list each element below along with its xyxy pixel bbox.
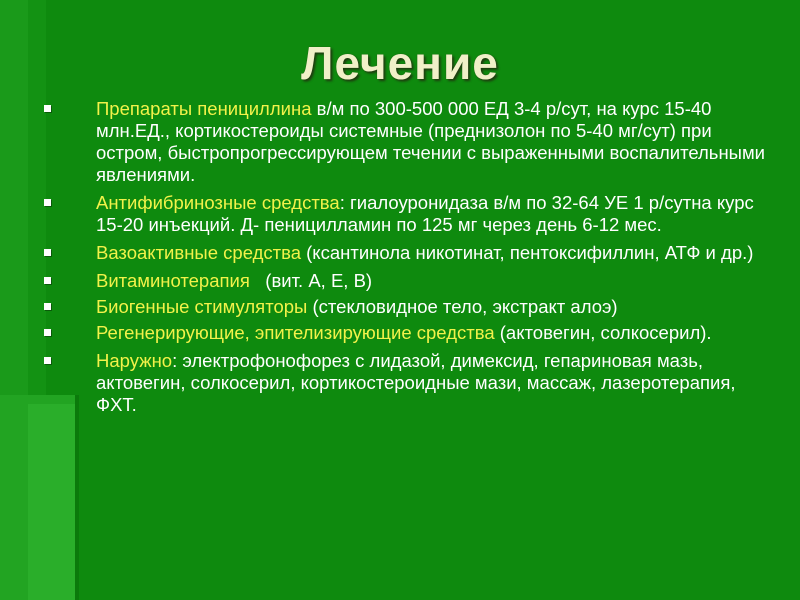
list-item (40, 296, 780, 318)
item-highlight: Вазоактивные средства (96, 242, 301, 263)
square-bullet-icon (44, 329, 51, 336)
list-item (40, 242, 780, 264)
item-text: (вит. А, Е, В) (249, 270, 373, 291)
item-highlight: Регенерирующие, эпителизирующие средства (96, 322, 495, 343)
item-highlight: Препараты пенициллина (96, 98, 312, 119)
item-text: : гиалоуронидаза в/м по 32-64 УЕ 1 р/сутна курс 15-20 инъекций. Д- пеницилламин по 125 мг через день 6-12 мес. (96, 192, 754, 235)
square-bullet-icon (44, 199, 51, 206)
treatment-list (40, 98, 780, 422)
square-bullet-icon (44, 303, 51, 310)
square-bullet-icon (44, 105, 51, 112)
slide-title: Лечение (301, 37, 499, 89)
item-text: (ксантинола никотинат, пентоксифиллин, АТФ и др.) (301, 242, 754, 263)
item-highlight: Наружно (96, 350, 173, 371)
list-item (40, 350, 780, 416)
item-text: в/м по 300-500 000 ЕД 3-4 р/сут, на курс 15-40 млн.ЕД., кортикостероиды системные (преднизолон по 5-40 мг/сут) при остром, быстропрогрессирующем течении с выраженными воспалительными явлениями. (96, 98, 766, 185)
decor-band (28, 404, 75, 600)
item-highlight: Антифибринозные средства (96, 192, 340, 213)
item-highlight: Биогенные стимуляторы (96, 296, 308, 317)
list-item (40, 98, 780, 186)
item-highlight: Витаминотерапия (96, 270, 250, 291)
list-item (40, 270, 780, 292)
item-text: (актовегин, солкосерил). (494, 322, 712, 343)
list-item (40, 192, 780, 236)
item-text: : электрофонофорез с лидазой, димексид, гепариновая мазь, актовегин, солкосерил, кортикостероидные мази, массаж, лазеротерапия, ФХТ. (96, 350, 736, 415)
item-text: (стекловидное тело, экстракт алоэ) (307, 296, 618, 317)
square-bullet-icon (44, 277, 51, 284)
list-item (40, 322, 780, 344)
decor-band (75, 395, 79, 600)
square-bullet-icon (44, 357, 51, 364)
square-bullet-icon (44, 249, 51, 256)
